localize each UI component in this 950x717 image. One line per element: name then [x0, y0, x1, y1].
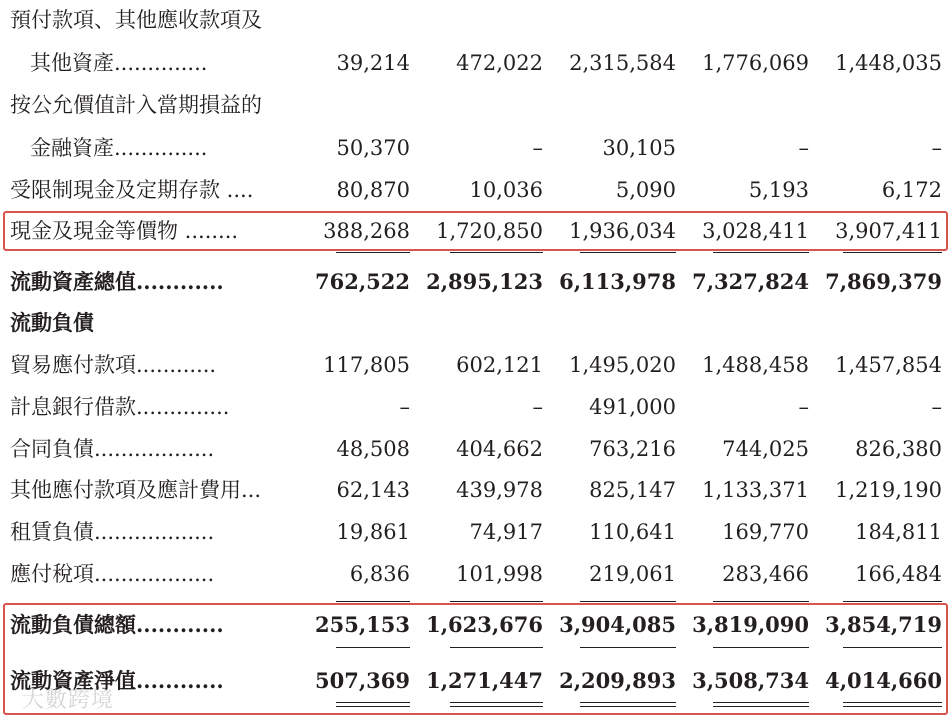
value-cell: 1,219,190 [835, 478, 942, 502]
value-cell: 169,770 [722, 520, 809, 544]
value-cell: 1,448,035 [835, 51, 942, 75]
total-underline [843, 252, 942, 253]
table-row [0, 3, 950, 37]
table-row [0, 88, 950, 122]
value-cell: – [798, 395, 809, 419]
total-underline [580, 601, 676, 602]
total-underline [713, 252, 809, 253]
value-cell: – [532, 395, 543, 419]
value-cell: 2,315,584 [569, 51, 676, 75]
total-underline [336, 252, 410, 253]
row-label: 流動資產總值............ [10, 269, 224, 294]
value-cell: 30,105 [602, 136, 676, 160]
value-cell: 7,327,824 [692, 269, 809, 294]
row-label: 其他應付款項及應計費用... [10, 478, 262, 502]
value-cell: 1,936,034 [569, 219, 676, 243]
row-label: 現金及現金等價物 ........ [10, 219, 239, 243]
value-cell: 602,121 [456, 353, 543, 377]
value-cell: – [931, 136, 942, 160]
value-cell: 1,495,020 [569, 353, 676, 377]
value-cell: 48,508 [336, 437, 410, 461]
table-row [0, 131, 950, 165]
value-cell: 6,836 [349, 562, 410, 586]
value-cell: 1,488,458 [702, 353, 809, 377]
table-row [0, 46, 950, 80]
value-cell: 2,895,123 [426, 269, 543, 294]
row-label: 租賃負債.................. [10, 520, 215, 544]
value-cell: 74,917 [469, 520, 543, 544]
row-label: 受限制現金及定期存款 .... [10, 178, 254, 202]
value-cell: 744,025 [722, 437, 809, 461]
row-label: 貿易應付款項............ [10, 353, 217, 377]
table-row [0, 515, 950, 549]
value-cell: 184,811 [855, 520, 942, 544]
value-cell: 1,623,676 [426, 612, 543, 637]
row-label: 合同負債.................. [10, 437, 215, 461]
value-cell: 219,061 [589, 562, 676, 586]
value-cell: 1,271,447 [426, 668, 543, 693]
total-underline [450, 601, 543, 602]
table-row [0, 390, 950, 424]
total-underline [713, 601, 809, 602]
total-underline [580, 252, 676, 253]
row-label: 計息銀行借款.............. [10, 395, 230, 419]
row-label: 應付稅項.................. [10, 562, 215, 586]
highlight-box-cash [3, 211, 948, 251]
value-cell: 3,819,090 [692, 612, 809, 637]
value-cell: – [399, 395, 410, 419]
value-cell: 110,641 [589, 520, 676, 544]
value-cell: 4,014,660 [825, 668, 942, 693]
table-row [0, 432, 950, 466]
value-cell: 50,370 [336, 136, 410, 160]
value-cell: 472,022 [456, 51, 543, 75]
table-row [0, 173, 950, 207]
row-label: 其他資產.............. [30, 51, 208, 75]
row-label: 預付款項、其他應收款項及 [10, 8, 262, 32]
value-cell: 117,805 [323, 353, 410, 377]
table-row [0, 473, 950, 507]
value-cell: 10,036 [469, 178, 543, 202]
value-cell: 101,998 [456, 562, 543, 586]
value-cell: 3,904,085 [559, 612, 676, 637]
value-cell: 283,466 [722, 562, 809, 586]
value-cell: – [798, 136, 809, 160]
value-cell: 2,209,893 [559, 668, 676, 693]
value-cell: 762,522 [315, 269, 410, 294]
value-cell: 5,090 [615, 178, 676, 202]
value-cell: – [931, 395, 942, 419]
value-cell: 1,133,371 [702, 478, 809, 502]
value-cell: 439,978 [456, 478, 543, 502]
value-cell: 507,369 [315, 668, 410, 693]
value-cell: – [532, 136, 543, 160]
value-cell: 826,380 [855, 437, 942, 461]
value-cell: 39,214 [336, 51, 410, 75]
watermark-logo: 大數跨境 [22, 688, 115, 713]
value-cell: 1,776,069 [702, 51, 809, 75]
total-underline [843, 601, 942, 602]
value-cell: 19,861 [336, 520, 410, 544]
value-cell: 1,457,854 [835, 353, 942, 377]
value-cell: 3,907,411 [835, 219, 942, 243]
value-cell: 62,143 [336, 478, 410, 502]
value-cell: 166,484 [855, 562, 942, 586]
value-cell: 825,147 [589, 478, 676, 502]
row-label: 流動負債 [10, 310, 94, 335]
table-row [0, 265, 950, 299]
row-label: 按公允價值計入當期損益的 [10, 93, 262, 117]
row-label: 金融資產.............. [30, 136, 208, 160]
table-row [0, 348, 950, 382]
total-underline [336, 601, 410, 602]
value-cell: 388,268 [323, 219, 410, 243]
table-row [0, 557, 950, 591]
value-cell: 5,193 [748, 178, 809, 202]
total-underline [450, 252, 543, 253]
highlight-box-totals [3, 603, 948, 715]
value-cell: 7,869,379 [825, 269, 942, 294]
row-label: 流動資產淨值............ [10, 668, 224, 693]
value-cell: 491,000 [589, 395, 676, 419]
value-cell: 80,870 [336, 178, 410, 202]
value-cell: 6,113,978 [559, 269, 676, 294]
value-cell: 6,172 [881, 178, 942, 202]
value-cell: 763,216 [589, 437, 676, 461]
value-cell: 3,854,719 [825, 612, 942, 637]
value-cell: 255,153 [315, 612, 410, 637]
value-cell: 404,662 [456, 437, 543, 461]
table-row [0, 306, 950, 340]
value-cell: 3,028,411 [702, 219, 809, 243]
value-cell: 3,508,734 [692, 668, 809, 693]
value-cell: 1,720,850 [436, 219, 543, 243]
row-label: 流動負債總額............ [10, 612, 224, 637]
